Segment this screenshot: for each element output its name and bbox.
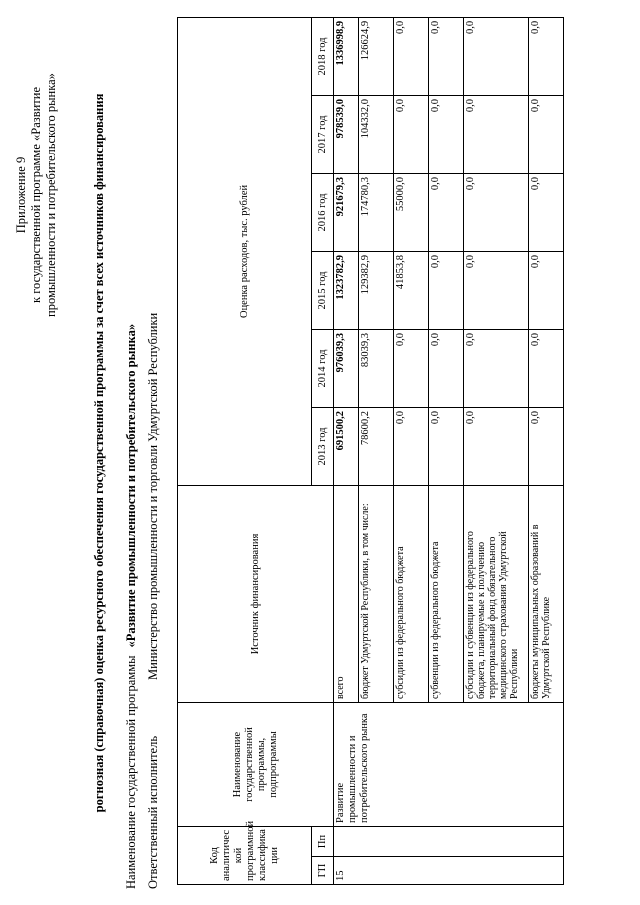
document-title: рогнозная (справочная) оценка ресурсного обеспечения государственной программы за счет всех источников финансирования (92, 93, 106, 813)
value-cell: 126624,9 (359, 17, 394, 95)
header-gp: ГП (312, 857, 334, 885)
source-cell: субвенции из федерального бюджета (429, 485, 464, 702)
value-cell: 978539,0 (334, 95, 359, 173)
value-cell: 921679,3 (334, 173, 359, 251)
table-row (334, 17, 359, 884)
annex-header (14, 45, 59, 345)
value-cell: 0,0 (529, 251, 564, 329)
header-year: 2013 год (312, 407, 334, 485)
gp-code: 15 (334, 857, 564, 885)
value-cell: 0,0 (529, 95, 564, 173)
value-cell: 55000,0 (394, 173, 429, 251)
program-cell: Развитие промышленности и потребительского рынка (334, 702, 564, 826)
annex-line1: к государственной программе «Развитие (29, 87, 43, 303)
value-cell: 691500,2 (334, 407, 359, 485)
value-cell: 41853,8 (394, 251, 429, 329)
source-cell: бюджет Удмуртской Республики, в том числе: (359, 485, 394, 702)
program-name-line (124, 324, 139, 889)
value-cell: 0,0 (394, 95, 429, 173)
value-cell: 0,0 (529, 329, 564, 407)
value-cell: 0,0 (464, 251, 529, 329)
value-cell: 174780,3 (359, 173, 394, 251)
header-year: 2018 год (312, 17, 334, 95)
header-program-name: Наименование государственной программы, подпрограммы (178, 702, 334, 826)
header-year: 2017 год (312, 95, 334, 173)
value-cell: 0,0 (394, 329, 429, 407)
value-cell: 104332,0 (359, 95, 394, 173)
value-cell: 0,0 (464, 17, 529, 95)
responsible-executor-line (146, 313, 161, 889)
value-cell: 0,0 (464, 173, 529, 251)
source-cell: субсидии и субвенции из федерального бюджета, планируемые к получению территориальный фонд обязательного медицинского страхования Удмуртской Республики (464, 485, 529, 702)
value-cell: 129382,9 (359, 251, 394, 329)
value-cell: 78600,2 (359, 407, 394, 485)
value-cell: 1323782,9 (334, 251, 359, 329)
value-cell: 83039,3 (359, 329, 394, 407)
source-cell: субсидии из федерального бюджета (394, 485, 429, 702)
responsible-executor-value: Министерство промышленности и торговли Удмуртской Республики (146, 312, 160, 680)
header-year: 2015 год (312, 251, 334, 329)
value-cell: 0,0 (529, 173, 564, 251)
program-name-label: Наименование государственной программы (124, 655, 138, 889)
value-cell: 0,0 (464, 329, 529, 407)
header-expense-estimate: Оценка расходов, тыс. рублей (178, 17, 312, 485)
header-classification-code: Код аналитичес кой программной классифика ции (178, 826, 312, 884)
value-cell: 0,0 (429, 329, 464, 407)
value-cell: 0,0 (464, 95, 529, 173)
funding-table (177, 17, 564, 885)
value-cell: 976039,3 (334, 329, 359, 407)
header-funding-source: Источник финансирования (178, 485, 334, 702)
value-cell: 0,0 (464, 407, 529, 485)
value-cell: 0,0 (429, 173, 464, 251)
value-cell: 0,0 (394, 17, 429, 95)
value-cell: 0,0 (429, 251, 464, 329)
source-cell: бюджеты муниципальных образований в Удмуртской Республике (529, 485, 564, 702)
header-year: 2014 год (312, 329, 334, 407)
program-name-value: «Развитие промышленности и потребительского рынка» (124, 323, 138, 648)
value-cell: 0,0 (394, 407, 429, 485)
value-cell: 0,0 (529, 407, 564, 485)
header-pp: Пп (312, 826, 334, 856)
header-year: 2016 год (312, 173, 334, 251)
source-cell: всего (334, 485, 359, 702)
value-cell: 0,0 (429, 95, 464, 173)
value-cell: 1336998,9 (334, 17, 359, 95)
value-cell: 0,0 (429, 407, 464, 485)
value-cell: 0,0 (429, 17, 464, 95)
value-cell: 0,0 (529, 17, 564, 95)
pp-code (334, 826, 564, 856)
annex-line2: промышленности и потребительского рынка» (44, 73, 58, 317)
responsible-executor-label: Ответственный исполнитель (146, 735, 160, 889)
annex-number: Приложение 9 (14, 156, 28, 234)
